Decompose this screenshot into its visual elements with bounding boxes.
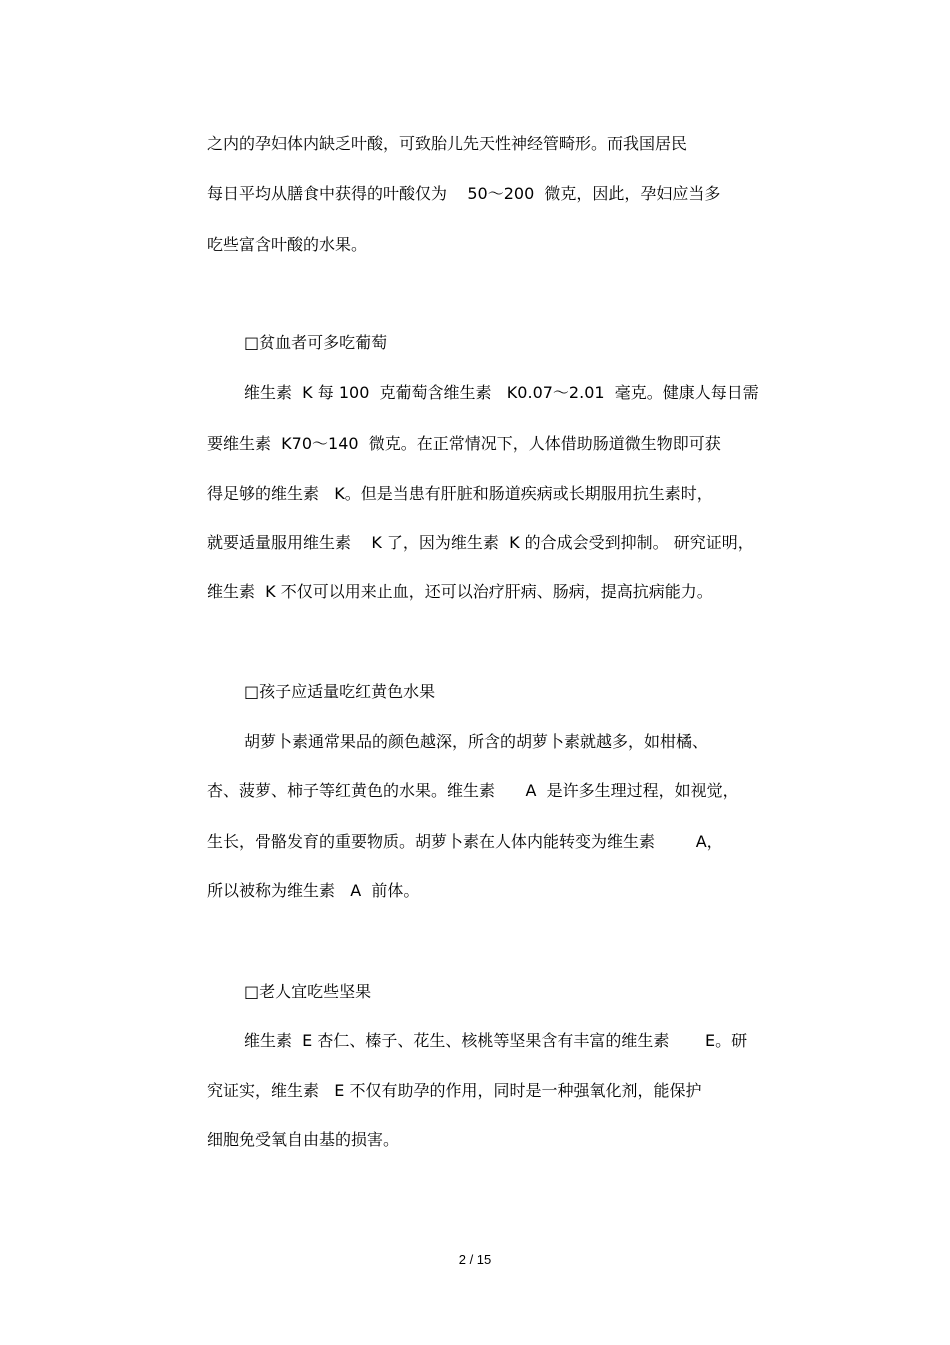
text-line: 维生素 K 不仅可以用来止血，还可以治疗肝病、肠病，提高抗病能力。: [207, 582, 713, 601]
text-line: 生长，骨骼发育的重要物质。胡萝卜素在人体内能转变为维生素 A，: [207, 832, 723, 851]
text-line: 吃些富含叶酸的水果。: [207, 235, 368, 254]
text-line: 杏、菠萝、柿子等红黄色的水果。维生素 A 是许多生理过程，如视觉，: [207, 781, 739, 800]
text-line: 细胞免受氧自由基的损害。: [207, 1130, 400, 1149]
text-line: 每日平均从膳食中获得的叶酸仅为 50～200 微克，因此，孕妇应当多: [207, 184, 721, 203]
text-line: 要维生素 K70～140 微克。在正常情况下，人体借助肠道微生物即可获: [207, 434, 721, 453]
section-heading-elderly: □老人宜吃些坚果: [244, 982, 372, 1001]
section-heading-children: □孩子应适量吃红黄色水果: [244, 682, 436, 701]
section-heading-anemia: □贫血者可多吃葡萄: [244, 333, 388, 352]
text-line: 所以被称为维生素 A 前体。: [207, 881, 420, 900]
text-line: 之内的孕妇体内缺乏叶酸，可致胎儿先天性神经管畸形。而我国居民: [207, 134, 688, 153]
text-line: 就要适量服用维生素 K 了，因为维生素 K 的合成会受到抑制。 研究证明，: [207, 533, 754, 552]
page-number: 2 / 15: [458, 1252, 492, 1267]
text-line: 胡萝卜素通常果品的颜色越深，所含的胡萝卜素就越多，如柑橘、: [244, 732, 709, 751]
text-line: 究证实，维生素 E 不仅有助孕的作用，同时是一种强氧化剂，能保护: [207, 1081, 702, 1100]
text-line: 维生素 K 每 100 克葡萄含维生素 K0.07～2.01 毫克。健康人每日需: [244, 383, 759, 402]
text-line: 维生素 E 杏仁、榛子、花生、核桃等坚果含有丰富的维生素 E。研: [244, 1031, 748, 1050]
text-line: 得足够的维生素 K。但是当患有肝脏和肠道疾病或长期服用抗生素时，: [207, 484, 713, 503]
